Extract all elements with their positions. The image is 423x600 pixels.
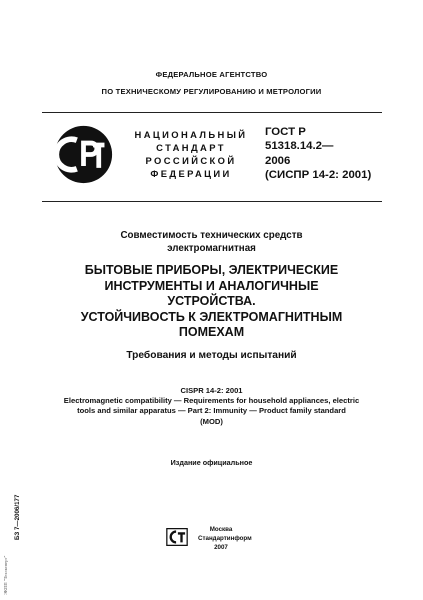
english-title-line: (MOD) <box>200 416 223 426</box>
designation-line: (СИСПР 14-2: 2001) <box>265 169 372 182</box>
side-stamp: ЭКПП "Техэксперт" <box>3 555 8 595</box>
subtitle: Требования и методы испытаний <box>126 350 297 361</box>
agency-name-line1: ФЕДЕРАЛЬНОЕ АГЕНТСТВО <box>155 70 268 79</box>
publisher-info <box>198 526 252 552</box>
main-title <box>0 263 423 341</box>
subject-heading <box>0 230 423 255</box>
main-title-line: УСТОЙЧИВОСТЬ К ЭЛЕКТРОМАГНИТНЫМ <box>80 309 343 324</box>
designation-line: 2006 <box>265 154 291 167</box>
national-standard-label <box>128 128 254 180</box>
standartinform-logo-icon <box>166 528 188 546</box>
publisher-line: Стандартинформ <box>198 534 252 542</box>
cispr-reference: CISPR 14-2: 2001 <box>180 386 243 395</box>
official-edition-label: Издание официальное <box>170 458 253 467</box>
middle-divider <box>42 201 382 202</box>
side-registration-code: БЗ 7—2006/177 <box>14 494 21 540</box>
english-title-line: tools and similar apparatus — Part 2: Immunity — Product family standard <box>77 406 346 416</box>
standard-type-line: НАЦИОНАЛЬНЫЙ <box>134 129 248 140</box>
standard-type-line: СТАНДАРТ <box>156 142 226 153</box>
publisher-line: Москва <box>209 526 233 533</box>
english-title-line: Electromagnetic compatibility — Requirements for household appliances, electric <box>63 396 360 405</box>
designation-line: ГОСТ Р <box>265 126 306 138</box>
main-title-line: УСТРОЙСТВА. <box>167 294 256 309</box>
english-title <box>0 396 423 427</box>
rst-logo-icon <box>53 124 114 185</box>
publisher-line: 2007 <box>214 543 228 551</box>
subject-line: Совместимость технических средств <box>120 230 303 241</box>
standard-type-line: РОССИЙСКОЙ <box>145 155 237 166</box>
subject-line: электромагнитная <box>167 242 256 254</box>
main-title-line: ИНСТРУМЕНТЫ И АНАЛОГИЧНЫЕ <box>104 278 319 293</box>
main-title-line: ПОМЕХАМ <box>178 325 245 340</box>
main-title-line: БЫТОВЫЕ ПРИБОРЫ, ЭЛЕКТРИЧЕСКИЕ <box>84 263 339 277</box>
standard-designation <box>265 125 371 183</box>
top-divider <box>42 112 382 113</box>
agency-name-line2: ПО ТЕХНИЧЕСКОМУ РЕГУЛИРОВАНИЮ И МЕТРОЛОГИИ <box>101 87 322 96</box>
standard-type-line: ФЕДЕРАЦИИ <box>150 168 232 179</box>
designation-line: 51318.14.2— <box>265 140 334 153</box>
